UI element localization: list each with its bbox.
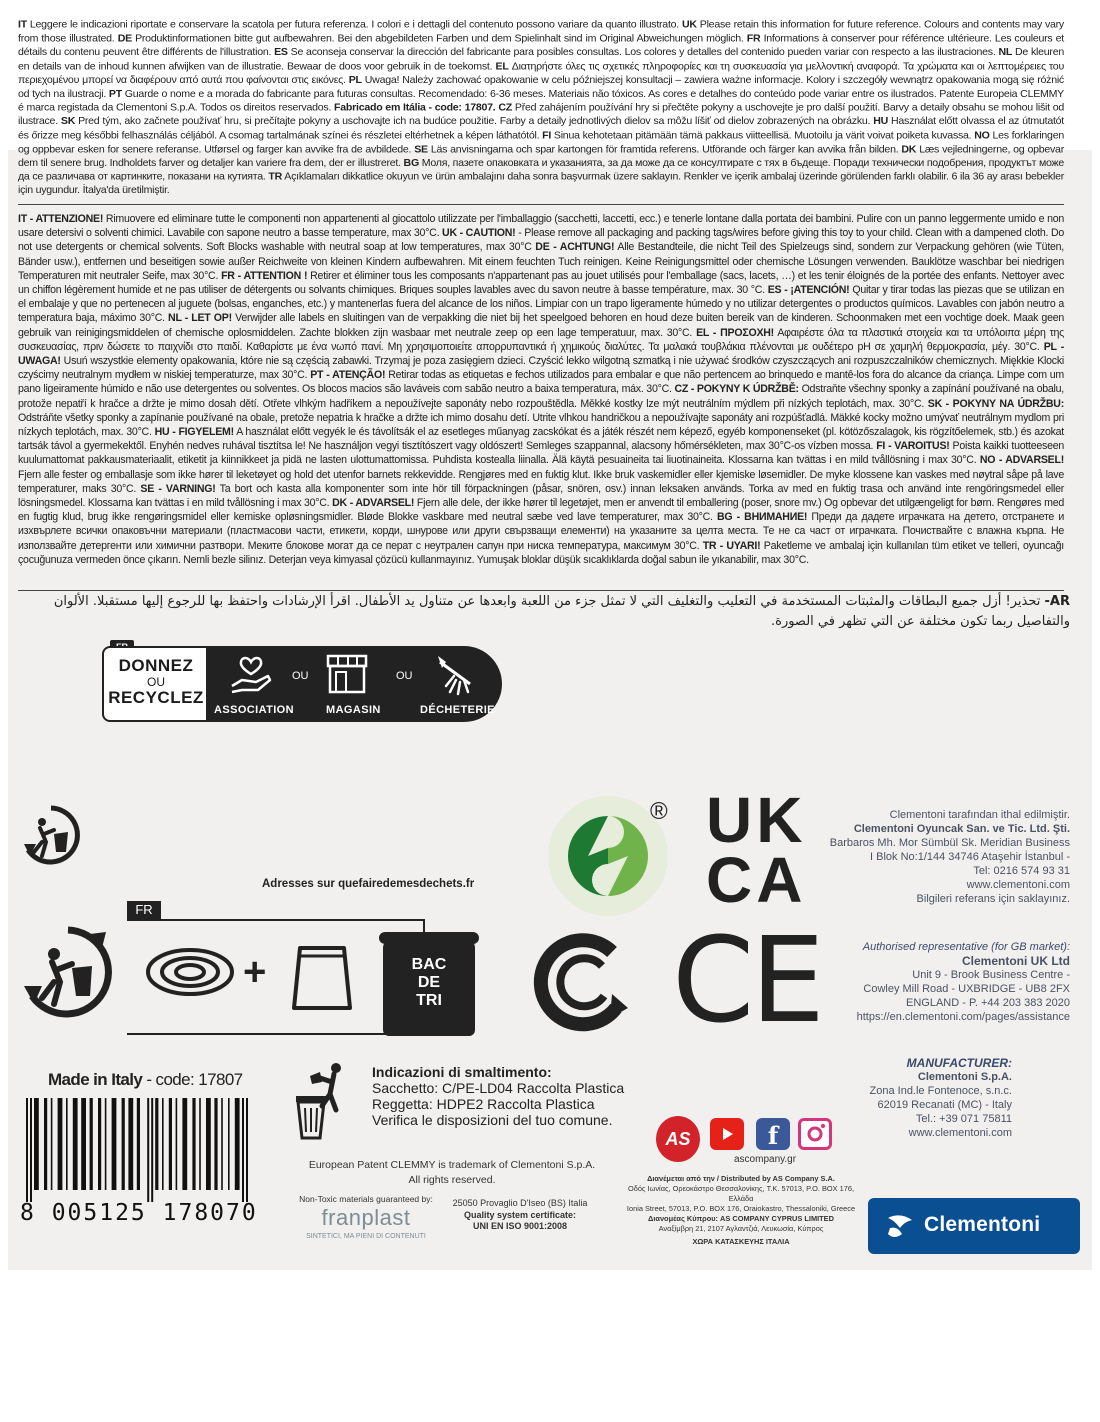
language-label: DE	[117, 32, 132, 45]
barcode-bar	[246, 1098, 248, 1202]
barcode-bar	[169, 1098, 172, 1190]
language-text: Læs vejledningerne, og opbevar dem til senere brug. Indholdets farver og detaljer kan variere fra dem, der er illustreret.	[18, 143, 1064, 169]
language-text: De kleuren en details van de inhoud kunnen afwijken van de illustratie. Bewaar de doos voor gebruik in de toekomst.	[18, 46, 1064, 73]
plastic-bag-icon	[286, 942, 358, 1014]
language-label: HU - FIGYELEM!	[154, 426, 234, 439]
barcode-bar	[206, 1098, 211, 1190]
donate-or-recycle-banner	[94, 640, 506, 724]
uk-rep-heading: Authorised representative (for GB market):	[862, 941, 1070, 953]
made-in-italy	[48, 1070, 243, 1090]
language-text: Αφαιρέστε όλα τα πλαστικά στοιχεία και τα υπόλοιπα μέρη της συσκευασίας, πριν δώσετε το παιχνίδι στο παιδί. Καθαρίστε με ένα νωπό πανί. Μη χρησιμοποιείτε απορρυπαντικά ή χημικούς διαλύτες. Τα μαλακά τουβλάκια πλένονται με ουδέτερο pH σε χαμηλή θερμοκρασία, μέγ. 30°C.	[18, 326, 1064, 353]
barcode-bar	[214, 1098, 217, 1190]
language-text: Les forklaringen og oppbevar esken for senere referanse. Utførsel og farger kan avvike fra de avbildede.	[18, 129, 1064, 156]
language-text: Retirer et éliminer tous les composants n'appartenant pas au jouet utilisés pour l'emballage (sacs, lacets, …) et les tenir éloignés de la portée des enfants. Nettoyer avec un chiffon légèrement humide et ne pas utiliser de détergents ou solvants chimiques. Briques souples lavables avec du savon neutre à basse température, max. 30 °C.	[18, 269, 1064, 297]
barcode-bar	[162, 1098, 164, 1190]
warning-paragraph	[18, 212, 1064, 567]
language-label: NL - LET OP!	[168, 312, 232, 325]
as-company-url[interactable]: ascompany.gr	[734, 1154, 797, 1165]
language-text: Paketleme ve ambalaj için kullanılan tüm etiket ve telleri, oyuncağı çocuğunuza vermeden önce çıkarın. Nemli bezle silinız. Deterjan veya kimyasal çözücü kullanmayınız. Yumuşak bloklar düşük sıcaklıklarda doğal sabun ile yıkanabilir, max 30°C.	[18, 539, 1064, 566]
barcode-bar	[44, 1098, 47, 1190]
barcode-bar	[182, 1098, 187, 1190]
language-label: HU	[873, 115, 888, 128]
disposal-line: Reggetta: HDPE2 Raccolta Plastica	[372, 1096, 595, 1112]
barcode-number: 8 005125 178070	[20, 1200, 258, 1226]
language-text: Před zahájením používání hry si přečtěte pokyny a uschovejte je pro další použití. Barvy a detaily obsahu se mohou lišit od ilustrace.	[18, 101, 1065, 128]
language-label: UK	[681, 18, 697, 31]
shop-icon	[322, 652, 372, 696]
triman-icon	[20, 924, 116, 1024]
language-label: NO	[974, 129, 990, 142]
language-label: DE - ACHTUNG!	[535, 241, 615, 254]
barcode-bar	[228, 1098, 230, 1190]
language-text: Quitar y tirar todas las piezas que se utilizan en el embalaje y que no pertenecen al juguete (bolsas, enganches, etc.) y mantenerlas fuera del alcance de los niños. Limpiar con un trapo ligeramente húmedo y no utilizar detergentes o productos químicos. Lavables con jabón neutro a temperatura baja, máximo 30°C.	[18, 284, 1065, 325]
manufacturer-line: 62019 Recanati (MC) - Italy	[877, 1099, 1012, 1111]
barcode-bar	[58, 1098, 63, 1190]
language-label: Fabricado em Itália - code: 17807.	[334, 101, 496, 114]
franplast-top: Non-Toxic materials guaranteed by:	[299, 1194, 433, 1204]
ou-label: OU	[147, 675, 165, 689]
language-label: IT	[18, 18, 27, 31]
barcode-bar	[235, 1098, 240, 1190]
distributor-line: Αναξίμβρη 21, 2107 Αγλαντζιά, Λευκωσία, Κύπρος	[658, 1224, 824, 1233]
language-label: PT - ATENÇÃO!	[310, 369, 386, 382]
arabic-warning	[24, 592, 1070, 632]
patent-notice	[302, 1158, 602, 1188]
language-text: Retirar todas as etiquetas e fechos utilizados para embalar e que não pertencem ao brinquedo e mantê-los fora do alcance da criança. Limpe com um pano ligeiramente húmido e não use detergentes ou solventes. Os blocos macios são laváveis com sabão neutro a baixa temperatura, máx. 30°C.	[18, 369, 1064, 396]
language-text: Sinua kehotetaan pitämään tämä pakkaus viitteellisä. Muotoilu ja värit voivat poiketa kuvassa.	[551, 129, 975, 142]
made-in-label: Made in Italy	[48, 1070, 143, 1089]
language-label: TR - UYARI!	[702, 539, 761, 552]
bin-label: TRI	[416, 992, 442, 1009]
quality-line: 25050 Provaglio D'Iseo (BS) Italia	[452, 1198, 588, 1208]
recycle-website: Adresses sur quefairedemesdechets.fr	[262, 878, 475, 890]
barcode-bar	[73, 1098, 78, 1190]
association-label: ASSOCIATION	[214, 704, 294, 716]
language-label: PL - UWAGA!	[18, 340, 1064, 368]
barcode-bar	[155, 1098, 158, 1190]
as-company-logo: AS	[656, 1116, 700, 1162]
language-text: Informations à conserver pour référence ultérieure. Les couleurs et détails du contenu peuvent être différents de l'illustration.	[18, 32, 1064, 59]
disposal-heading: Indicazioni di smaltimento:	[372, 1064, 552, 1080]
divider	[18, 590, 1064, 591]
uk-rep-line: Cowley Mill Road - UXBRIDGE - UB8 2FX	[863, 983, 1070, 995]
youtube-icon[interactable]	[710, 1118, 744, 1150]
language-text: Alle Bestandteile, die nicht Teil des Spielzeugs sind, sondern zur Verpackung gehören (wie Tüten, Bänder usw.), entfernen und beseitigen sowie außer Reichweite von kleinen Kindern aufbewahren. Mit einem feuchten Tuch reinigen. Keine Reinigungsmittel oder chemische Lösungen verwenden. Bauklötze waschbar bei niedrigen Temperaturen mit neutraler Seife, max 30°C.	[18, 241, 1064, 282]
ukca-top: UK	[706, 784, 807, 856]
distributor-line: Οδός Ιωνίας, Ορεοκάστρο Θεσσαλονίκης, T.K. 57013, P.O. BOX 176, Ελλάδα	[627, 1184, 855, 1203]
info-paragraph	[18, 18, 1064, 198]
language-text: Odstraňte všechny sponky a zapínání používané na obalu, protože nepatří k hračce a držte je mimo dosah dětí. Otřete vlhkým hadříkem a nepoužívejte saponáty nebo rozpouštědla. Měkké kostky lze mýt neutrálním mýdlem při nízkých teplotách, max. 30°C.	[18, 383, 1064, 410]
donate-recycle-box	[102, 646, 210, 722]
language-label: FI - VAROITUS!	[876, 440, 950, 453]
language-text: Преди да дадете играчката на детето, отстранете и изхвърлете всички опаковъчни материали (пластмасови части, етикети, корди, шнурове или други свързващи елементи) на указаните за целта места. Те не са част от играчката. Почиствайте с влажна кърпа. Не използвайте детергенти или химични разтвори. Меките блокове могат да се перат с неутрален сапун при ниска температура, максимум 30°C.	[18, 511, 1064, 552]
language-label: BG - ВНИМАНИЕ!	[717, 511, 808, 524]
hand-heart-icon	[228, 652, 274, 696]
sorting-bin-icon	[383, 938, 475, 1036]
ukca-bottom: CA	[706, 844, 807, 916]
barcode-bar	[192, 1098, 195, 1190]
manufacturer-line: www.clementoni.com	[908, 1127, 1012, 1139]
importer-line: Bilgileri referans için saklayınız.	[916, 893, 1070, 905]
importer-line: I Blok No:1/144 34746 Ataşehir İstanbul -	[870, 851, 1070, 863]
distributor-line: ΧΩΡΑ ΚΑΤΑΣΚΕΥΗΣ ΙΤΑΛΙΑ	[692, 1237, 790, 1246]
trash-bin-icon	[292, 1060, 362, 1142]
language-label: NL	[998, 46, 1013, 59]
language-label: SE	[414, 143, 428, 156]
product-code: - code: 17807	[142, 1070, 243, 1089]
language-text: Моля, пазете опаковката и указанията, за да може да се консултирате с тях в бъдеще. Поради технически подобрения, продуктът може да се различава от картинките, показани на кутията.	[18, 157, 1064, 183]
barcode-bar	[26, 1098, 28, 1202]
barcode-bar	[98, 1098, 101, 1190]
franplast-block	[296, 1194, 436, 1242]
patent-line: European Patent CLEMMY is trademark of Clementoni S.p.A.	[308, 1159, 596, 1171]
franplast-bottom: SINTETICI, MA PIENI DI CONTENUTI	[306, 1233, 426, 1240]
language-label: SK	[60, 115, 76, 128]
importer-line: Clementoni tarafından ithal edilmiştir.	[889, 809, 1070, 821]
uk-rep-url: https://en.clementoni.com/pages/assistance	[856, 1011, 1070, 1023]
uk-rep-line: Unit 9 - Brook Business Centre -	[912, 969, 1070, 981]
barcode-bar	[128, 1098, 133, 1190]
clementoni-logo	[868, 1198, 1080, 1254]
barcode-bar	[66, 1098, 68, 1190]
tr-importer-info	[770, 808, 1070, 906]
barcode-bar	[137, 1098, 140, 1190]
decheterie-label: DÉCHETERIE	[420, 704, 495, 716]
barcode-bar	[151, 1098, 153, 1202]
language-label: DK - ADVARSEL!	[332, 497, 415, 510]
barcode-bar	[147, 1098, 149, 1202]
language-text: Se aconseja conservar la dirección del fabricante para posibles consultas. Los colores y detalles del contenido pueden variar con respecto a las ilustraciones.	[287, 46, 999, 59]
distributor-line: Διανέμεται από την / Distributed by AS Company S.A.	[647, 1174, 835, 1183]
manufacturer-line: Tel.: +39 071 75811	[915, 1113, 1012, 1125]
quality-line: Quality system certificate:	[463, 1209, 577, 1220]
instagram-icon[interactable]	[798, 1118, 832, 1150]
clementoni-wordmark: Clementoni	[924, 1213, 1041, 1236]
bin-label: DE	[417, 974, 441, 991]
green-dot-icon	[560, 808, 656, 904]
uk-rep-company: Clementoni UK Ltd	[962, 954, 1070, 968]
ou-label: OU	[292, 670, 309, 682]
fr-tag: FR	[127, 901, 161, 919]
barcode-bar	[176, 1098, 178, 1190]
language-label: FR	[746, 32, 761, 45]
language-label: EL	[495, 60, 509, 73]
language-text: - Please remove all packaging and packing tags/wires before giving this toy to your child. Clean with a dampened cloth. Do not use detergents or chemical solvents. Soft Blocks washable with neutral soap at low temperatures, max 30°C	[18, 227, 1064, 254]
disposal-line: Sacchetto: C/PE-LD04 Raccolta Plastica	[372, 1080, 625, 1096]
language-label: PL	[348, 74, 362, 86]
disposal-line: Verifica le disposizioni del tuo comune.	[372, 1112, 613, 1128]
language-text: Használat előtt olvassa el az útmutatót és őrizze meg későbbi felhasználás céljából. A csomag tartalmának színei és részletei eltérhetnek a képen láthatótól.	[18, 115, 1064, 142]
barcode-bar	[81, 1098, 86, 1190]
language-text: Usuń wszystkie elementy opakowania, które nie są częścią zabawki. Trzymaj je poza zasięgiem dzieci. Czyścić lekko wilgotną szmatką i nie używać środków czyszczących ani rozpuszczalników chemicznych. Miękkie Klocki czyścimy neutralnym mydłem w niskiej temperaturze, max 30°C.	[18, 355, 1064, 382]
barcode-bar	[90, 1098, 93, 1190]
language-label: SE - VARNING!	[140, 482, 216, 495]
dump-icon	[432, 650, 480, 696]
language-label: TR	[268, 170, 283, 183]
distributor-line: Διανομέας Κύπρου: AS COMPANY CYPRUS LIMITED	[648, 1214, 834, 1223]
barcode-bar	[199, 1098, 201, 1190]
barcode-bar	[122, 1098, 125, 1190]
arabic-label: AR-	[1044, 594, 1070, 609]
barcode-bar	[242, 1098, 244, 1202]
plus-sign: +	[243, 950, 267, 994]
barcode-bar	[34, 1098, 39, 1190]
destinations-bar	[206, 646, 502, 722]
language-label: FR - ATTENTION !	[221, 269, 308, 282]
donnez-label: DONNEZ	[118, 656, 194, 675]
clementoni-mark-icon	[884, 1212, 916, 1240]
language-label: PT	[108, 88, 122, 100]
language-text: Uwaga! Należy zachować opakowanie w celu późniejszej konsultacji – zawiera ważne informacje. Kolory i szczegóły wewnątrz opakowania mogą się różnić od tych na ilustracji.	[18, 74, 1064, 100]
disposal-info	[372, 1064, 624, 1128]
registered-mark: ®	[650, 798, 668, 825]
language-text: Please retain this information for future reference. Colours and contents may vary from those illustrated.	[18, 18, 1064, 45]
language-text: Açıklamaları dikkatlice okuyun ve ürün ambalajını daha sonra başvurmak üzere saklayın. Renkler ve içerik ambalaj üzerinde görülenden farklı olabilir. 6 ila 36 ay arası bebekler için uygundur. İtalya'da üretilmiştir.	[18, 170, 1064, 197]
barcode-bar	[112, 1098, 117, 1190]
language-label: NO - ADVARSEL!	[979, 454, 1064, 467]
language-text: Rimuovere ed eliminare tutte le componenti non appartenenti al giocattolo utilizzate per l'imballaggio (sacchetti, laccetti, ecc.) e tenerle lontane dalla portata dei bambini. Pulire con un panno leggermente umido e non usare detersivi o solventi chimici. Lavabile con sapone neutro a basse temperature, max 30°C.	[18, 213, 1064, 240]
ou-label: OU	[396, 670, 413, 682]
quality-certificate	[452, 1198, 588, 1233]
franplast-logo: franplast	[321, 1205, 411, 1230]
language-text: Produktinformationen bitte gut aufbewahren. Bei den abgebildeten Farben und dem Spielinhalt sind im Original Abweichungen möglich.	[131, 32, 747, 45]
barcode	[20, 1098, 256, 1202]
recyclez-label: RECYCLEZ	[108, 688, 204, 707]
importer-line: www.clementoni.com	[966, 879, 1070, 891]
language-text: Διατηρήστε όλες τις σχετικές πληροφορίες και τη συσκευασία για μελλοντική αναφορά. Τα χρώματα και οι λεπτομέρειες του περιεχομένου μπορεί να διαφέρουν από αυτά που φαίνονται στις εικόνες.	[18, 60, 1064, 86]
importer-line: Clementoni Oyuncak San. ve Tic. Ltd. Şti.	[853, 823, 1070, 835]
bin-label: BAC	[411, 956, 447, 973]
language-text: Poista kaikki tuotteeseen kuulumattomat pakkausmateriaalit, etiketit ja kiinnikkeet ja pidä ne lasten ulottumattomissa. Puhdista kostealla liinalla. Älä käytä pesuaineita tai liuotinaineita. Klossarna kan tvättas i en mild tvållösning i max 30°C.	[18, 440, 1064, 467]
language-text: Pred tým, ako začnete používať hru, si prečítajte pokyny a uschovajte ich na budúce použitie. Farby a detaily jednotlivých dielov sa môžu líšiť od dielov zobrazených na obrázku.	[75, 115, 874, 128]
barcode-bar	[51, 1098, 53, 1190]
manufacturer-line: Zona Ind.le Fontenoce, s.n.c.	[869, 1085, 1012, 1097]
language-text: Ta bort och kasta alla komponenter som inte hör till förpackningen (påsar, snören, osv.) innan leksaken används. Torka av med en fuktig trasa och använd inte rengöringsmedel eller lösningsmedel. Klossarna kan tvättas i en mild tvållösning i max 30°C.	[18, 482, 1064, 510]
language-label: BG	[403, 157, 419, 169]
language-label: FI	[542, 129, 552, 142]
language-text: Odstráňte všetky sponky a zapínanie používané na obale, pretože nepatria k hračke a držte ich mimo dosahu detí. Utrite vlhkou handričkou a nepoužívajte saponáty ani rozpúšťadlá. Mäkké kocky možno umývať neutrálnym mydlom pri nízkych teplotách, max. 30°C.	[18, 411, 1064, 439]
language-text: A használat előtt vegyék le és távolítsák el az esetleges műanyag zacskókat és a játék részét nem képező, egyéb komponenseket (pl. kötözőszalagok, kis rögzítőelemek, stb.) és azokat tartsák távol a gyermekektől. Enyhén nedves ruhával tisztítsa le! Ne használjon vegyi tisztítószert vagy oldószert! Semleges szappannal, alacsony hőmérsékleten, max 30°C-os vízben mossa.	[18, 426, 1064, 453]
facebook-icon[interactable]: f	[756, 1118, 790, 1150]
quality-line: UNI EN ISO 9001:2008	[472, 1221, 568, 1231]
language-text: Fjern alle dele, der ikke hører til legetøjet, men er anvendt til emballering (poser, snore mv.) Og opbevar det utilgængeligt for børn. Rengøres med en fugtig klud, brug ikke rengøringsmidel eller kemiske opløsningsmidler. Bløde Blokke vaskbare med neutral sæbe ved lave temperaturer, max 30°C.	[18, 497, 1064, 524]
language-label: UK - CAUTION!	[442, 227, 516, 240]
ribbon-coil-icon	[144, 942, 236, 1002]
distributor-info	[626, 1174, 856, 1247]
distributor-line: Ionia Street, 57013, P.O. BOX 176, Oraiokastro, Thessaloniki, Greece	[626, 1204, 856, 1213]
arabic-text: تحذير! أزل جميع البطاقات والمثبتات المستخدمة في التعليب والتغليف التي لا تمثل جزء من اللعبة وابعدها عن متناول يد الأطفال. اقرأ الإرشادات واحتفظ بها للرجوع إليها مستقبلا. الألوان والتفاصيل ربما تكون مختلفة عن التي تظهر في الصورة.	[53, 594, 1070, 629]
language-text: Fjern alle fester og emballasje som ikke hører til leketøyet og hold det utenfor barnets rekkevidde. Rengjøres med en fuktig klut. Ikke bruk vaskemidler eller kjemiske løsemidler. De myke klossene kan vaskes med nøytral såpe på lave temperaturer, maks 30°C.	[18, 468, 1064, 495]
uk-representative	[770, 940, 1070, 1024]
barcode-bar	[105, 1098, 107, 1190]
language-label: ES	[274, 46, 288, 59]
language-label: CZ - POKYNY K ÚDRŽBĚ:	[674, 383, 799, 396]
manufacturer-company: Clementoni S.p.A.	[917, 1071, 1012, 1083]
ce-mark: CE	[672, 911, 821, 1049]
recycling-person-icon	[20, 804, 82, 868]
importer-line: Tel: 0216 574 93 31	[973, 865, 1070, 877]
magasin-label: MAGASIN	[326, 704, 381, 716]
mobius-loop-icon	[530, 930, 634, 1034]
language-label: EL - ΠΡΟΣΟΧΗ!	[696, 326, 774, 339]
importer-line: Barbaros Mh. Mor Sümbül Sk. Meridian Business	[829, 837, 1070, 849]
manufacturer-heading: MANUFACTURER:	[906, 1056, 1012, 1070]
language-label: DK	[901, 143, 917, 156]
language-label: ES - ¡ATENCIÓN!	[767, 284, 850, 297]
patent-line: All rights reserved.	[408, 1174, 496, 1186]
language-text: Leggere le indicazioni riportate e conservare la scatola per futura referenza. I colori e i dettagli del contenuto possono variare da quanto illustrato.	[26, 18, 682, 31]
divider	[18, 204, 1064, 205]
language-text: Guarde o nome e a morada do fabricante para futuras consultas. Recomendado: 6-36 meses. Materiais não tóxicos. As cores e detalhes do conteúdo pode variar entre os ilustrados. Patente Europeia CLEMMY é marca registada da Clementoni S.p.A. Todos os direitos reservados.	[18, 88, 1064, 114]
language-label: SK - POKYNY NA ÚDRŽBU:	[927, 397, 1064, 410]
language-text: Läs anvisningarna och spar kartongen för framtida referens. Utförande och färger kan avvika från bilden.	[427, 143, 902, 156]
barcode-bar	[221, 1098, 223, 1190]
language-text: Verwijder alle labels en sluitingen van de verpakking die niet bij het speelgoed behoren en houd deze buiten bereik van de kinderen. Schoonmaken met een vochtige doek. Maak geen gebruik van reinigingsmiddelen of chemische oplosmiddelen. Zachte blokken zijn wasbaar met neutrale zeep op een lage temperatuur, max. 30°C.	[18, 312, 1064, 339]
language-label: IT - ATTENZIONE!	[18, 213, 104, 225]
uk-rep-line: ENGLAND - P. +44 203 383 2020	[906, 997, 1070, 1009]
language-label: CZ	[498, 101, 513, 114]
barcode-bar	[30, 1098, 32, 1202]
